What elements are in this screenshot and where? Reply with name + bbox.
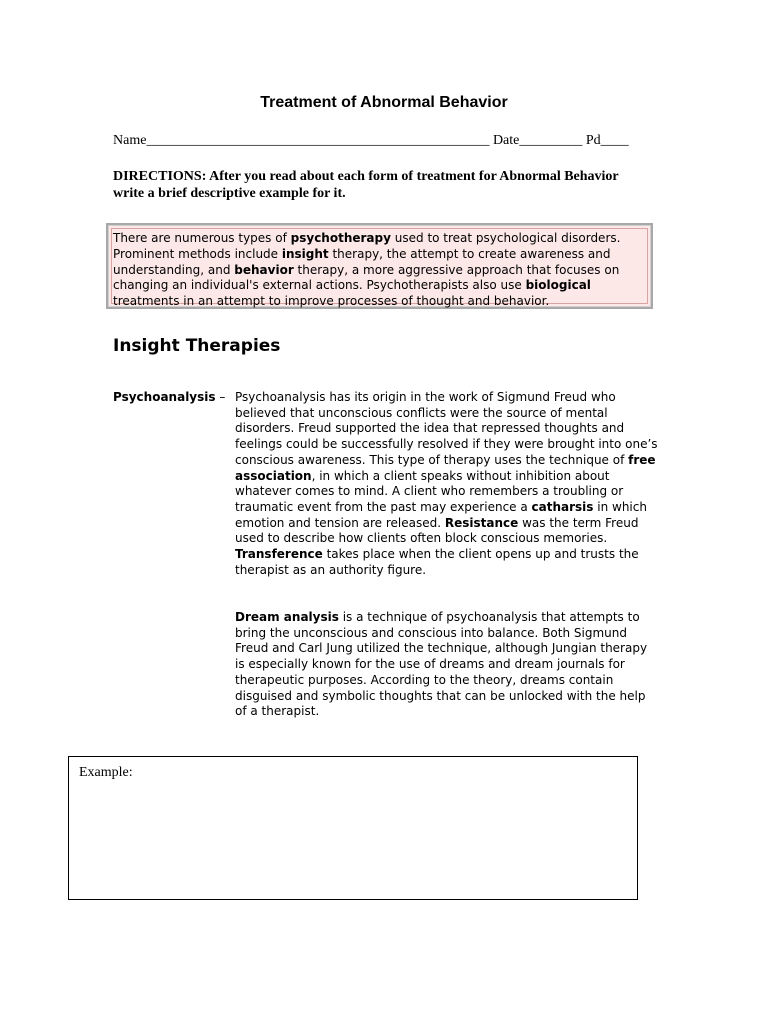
intro-bold-insight: insight <box>281 246 329 261</box>
paragraph-text-part: in which emotion and tension are released. <box>235 499 647 530</box>
name-label: Name <box>113 133 147 148</box>
directions-text: DIRECTIONS: After you read about each form of treatment for Abnormal Behavior write a brief descriptive example for it. <box>113 169 619 201</box>
term-psychoanalysis: Psychoanalysis <box>113 390 216 404</box>
intro-bold-biological: biological <box>525 278 591 293</box>
intro-text-part: therapy, the attempt to create awareness and understanding, and <box>113 246 611 277</box>
bold-transference: Transference <box>235 547 323 562</box>
dream-analysis-paragraph <box>235 610 658 720</box>
period-label: Pd <box>582 133 601 148</box>
intro-text-part: There are numerous types of <box>113 231 291 245</box>
bold-resistance: Resistance <box>444 515 519 530</box>
psychoanalysis-paragraph <box>235 390 658 578</box>
paragraph-text-part: Psychoanalysis has its origin in the work of Sigmund Freud who believed that unconscious conflicts were the source of mental disorders. Freud supported the idea that repressed thoughts and feelings could be successfully resolved if they were brought into one’s conscious awareness. This type of therapy uses the technique of <box>235 390 658 467</box>
intro-text-part: used to treat psychological disorders. Prominent methods include <box>113 231 621 261</box>
intro-box <box>106 223 653 309</box>
paragraph-text-part: takes place when the client opens up and trusts the therapist as an authority figure. <box>235 547 639 577</box>
name-date-line <box>113 133 629 149</box>
bold-free-association: free association <box>235 452 656 483</box>
intro-bold-psychotherapy: psychotherapy <box>290 231 391 245</box>
intro-text <box>113 231 653 310</box>
paragraph-text-part: is a technique of psychoanalysis that attempts to bring the unconscious and conscious into balance. Both Sigmund Freud and Carl Jung utilized the technique, although Jungian therapy is especially known for the use of dreams and dream journals for therapeutic purposes. According to the theory, dreams contain disguised and symbolic thoughts that can be unlocked with the help of a therapist. <box>235 610 648 719</box>
paragraph-text-part: was the term Freud used to describe how clients often block conscious memories. <box>235 515 639 546</box>
date-field[interactable]: _________ <box>519 133 583 148</box>
term-dash: – <box>215 390 230 404</box>
bold-dream-analysis: Dream analysis <box>235 610 339 624</box>
bold-catharsis: catharsis <box>531 499 594 514</box>
example-label: Example: <box>79 765 133 780</box>
date-label: Date <box>489 133 520 148</box>
intro-bold-behavior: behavior <box>234 262 294 277</box>
paragraph-text-part: , in which a client speaks without inhibition about whatever comes to mind. A client who remembers a troubling or traumatic event from the past may experience a <box>235 468 624 514</box>
example-answer-box[interactable] <box>68 756 638 900</box>
section-heading: Insight Therapies <box>113 336 281 356</box>
intro-text-part: treatments in an attempt to improve processes of thought and behavior. <box>113 294 550 309</box>
term-label <box>113 390 229 406</box>
page-title: Treatment of Abnormal Behavior <box>260 94 508 111</box>
name-field[interactable]: _________________________________________________ <box>146 133 490 148</box>
period-field[interactable]: ____ <box>600 133 629 148</box>
intro-text-part: therapy, a more aggressive approach that focuses on changing an individual's external actions. Psychotherapists also use <box>113 262 620 293</box>
